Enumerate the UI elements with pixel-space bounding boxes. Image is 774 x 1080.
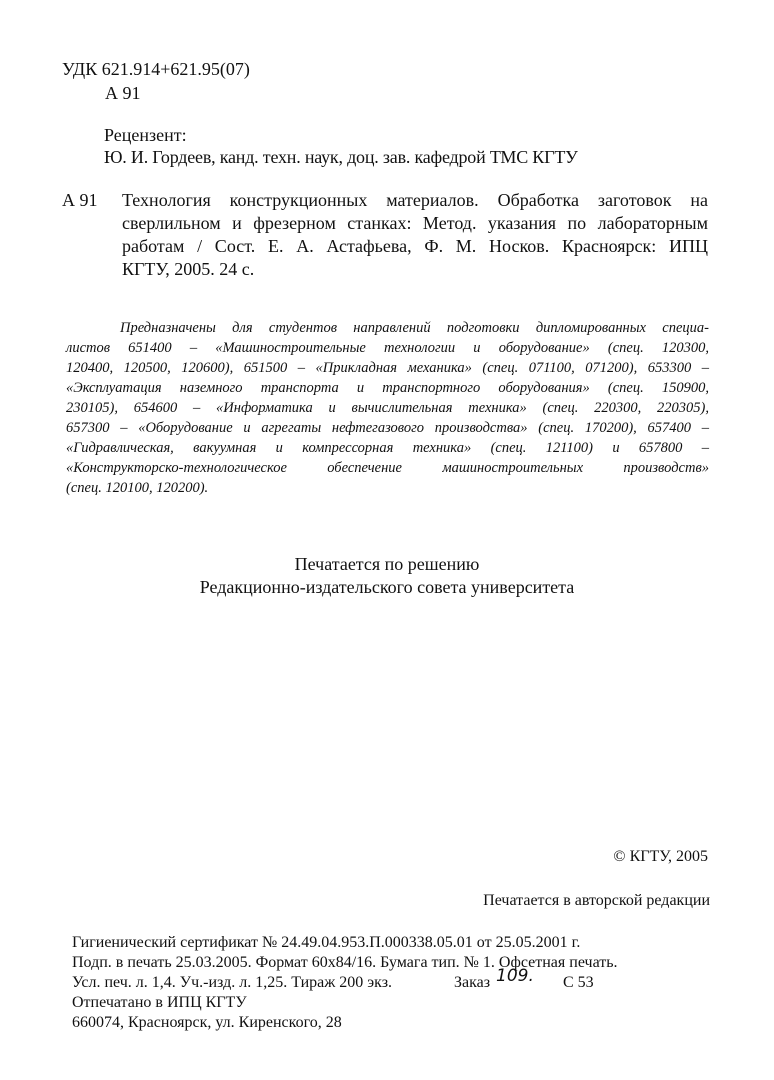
edition-note: Печатается в авторской редакции [483, 892, 710, 909]
bibliography-line: сверлильном и фрезерном станках: Метод. указания по лабораторным [122, 213, 708, 233]
reviewer-name: Ю. И. Гордеев, канд. техн. наук, доц. зав. кафедрой ТМС КГТУ [104, 147, 578, 167]
bbk-code: А 91 [105, 83, 141, 103]
hygiene-certificate: Гигиенический сертификат № 24.49.04.953.П.000338.05.01 от 25.05.2001 г. [72, 934, 581, 951]
copyright: © КГТУ, 2005 [613, 848, 708, 865]
bibliography-line: Технология конструкционных материалов. Обработка заготовок на [122, 190, 708, 210]
publication-decision-line1: Печатается по решению [294, 554, 480, 574]
annotation-line: «Эксплуатация наземного транспорта и транспортного оборудования» (спец. 150900, [66, 380, 709, 396]
annotation-line: листов 651400 – «Машиностроительные технологии и оборудование» (спец. 120300, [66, 340, 709, 356]
udk-code: УДК 621.914+621.95(07) [62, 59, 250, 79]
annotation-line: 657300 – «Оборудование и агрегаты нефтегазового производства» (спец. 170200), 657400 – [66, 420, 709, 436]
annotation-line: Предназначены для студентов направлений подготовки дипломированных специа- [120, 320, 709, 336]
reviewer-label: Рецензент: [104, 125, 187, 145]
annotation-line: «Гидравлическая, вакуумная и компрессорная техника» (спец. 121100) и 657800 – [66, 440, 709, 456]
print-volume: Усл. печ. л. 1,4. Уч.-изд. л. 1,25. Тираж 200 экз. [72, 974, 393, 991]
publication-decision-line2: Редакционно-издательского совета университета [199, 577, 575, 597]
address: 660074, Красноярск, ул. Киренского, 28 [72, 1014, 342, 1031]
annotation-line: (спец. 120100, 120200). [66, 480, 209, 496]
bibliography-line: работам / Сост. Е. А. Астафьева, Ф. М. Носков. Красноярск: ИПЦ [122, 236, 708, 256]
order-code: С 53 [563, 974, 594, 991]
bibliography-code: А 91 [62, 190, 98, 210]
printed-at: Отпечатано в ИПЦ КГТУ [72, 994, 247, 1011]
annotation-line: «Конструкторско-технологическое обеспечение машиностроительных производств» [66, 460, 709, 476]
bibliography-line: КГТУ, 2005. 24 с. [122, 259, 255, 279]
order-label: Заказ [454, 974, 491, 991]
order-number: 109. [496, 966, 534, 986]
annotation-line: 230105), 654600 – «Информатика и вычислительная техника» (спец. 220300, 220305), [66, 400, 709, 416]
annotation-line: 120400, 120500, 120600), 651500 – «Прикладная механика» (спец. 071100, 071200), 653300 – [66, 360, 709, 376]
print-details: Подп. в печать 25.03.2005. Формат 60х84/16. Бумага тип. № 1. Офсетная печать. [72, 954, 618, 971]
